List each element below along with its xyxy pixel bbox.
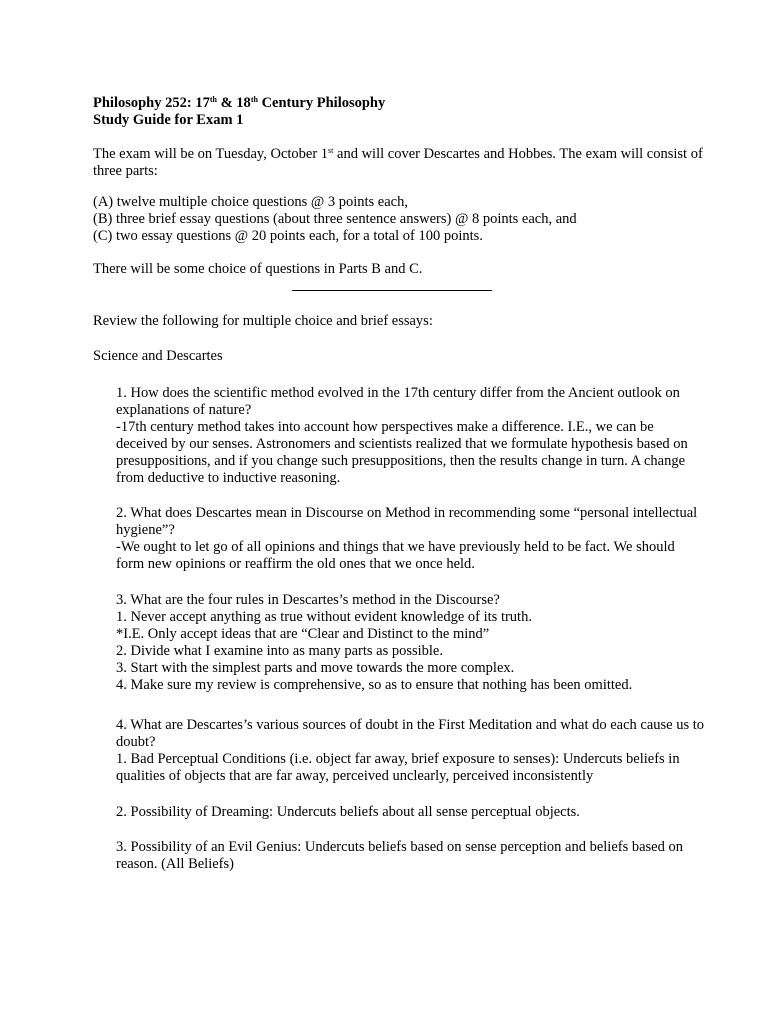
title-superscript: th <box>209 95 217 104</box>
question-text: 4. What are Descartes’s various sources of doubt in the First Meditation and what do each cause us to doubt? <box>116 717 705 750</box>
rule-item: 2. Divide what I examine into as many parts as possible. <box>116 643 443 659</box>
exam-part: (A) twelve multiple choice questions @ 3 points each, <box>93 194 408 210</box>
date-superscript: st <box>328 146 334 155</box>
rule-item: 3. Start with the simplest parts and move towards the more complex. <box>116 660 515 676</box>
question-3 <box>116 592 706 694</box>
question-text: 1. How does the scientific method evolved in the 17th century differ from the Ancient outlook on explanations of nature? <box>116 385 680 418</box>
rule-item: *I.E. Only accept ideas that are “Clear and Distinct to the mind” <box>116 626 490 642</box>
horizontal-divider <box>292 290 492 291</box>
answer-text: -17th century method takes into account how perspectives make a difference. I.E., we can be deceived by our senses. Astronomers and scientists realized that we formulate hypothesis based on presuppositions, and if you change such presuppositions, then the results change in turn. A change from deductive to inductive reasoning. <box>116 419 688 486</box>
doubt-item-2: 2. Possibility of Dreaming: Undercuts beliefs about all sense perceptual objects. <box>116 804 580 820</box>
document-title <box>93 95 703 129</box>
title-text: Century Philosophy <box>257 95 386 111</box>
exam-part: (C) two essay questions @ 20 points each, for a total of 100 points. <box>93 228 483 244</box>
title-text: Philosophy 252: 17 <box>93 95 210 111</box>
question-1 <box>116 385 706 487</box>
title-superscript: th <box>250 95 258 104</box>
exam-scope-text: and will cover Descartes and Hobbes. The exam will consist of three parts: <box>93 146 703 179</box>
rule-item: 1. Never accept anything as true without evident knowledge of its truth. <box>116 609 532 625</box>
question-2 <box>116 505 706 573</box>
exam-parts-list <box>93 194 703 245</box>
section-heading: Science and Descartes <box>93 348 223 364</box>
answer-text: -We ought to let go of all opinions and things that we have previously held to be fact. We should form new opinions or reaffirm the old ones that we once held. <box>116 539 675 572</box>
title-text: & 18 <box>216 95 251 111</box>
rule-item: 4. Make sure my review is comprehensive, so as to ensure that nothing has been omitted. <box>116 677 633 693</box>
question-text: 3. What are the four rules in Descartes’s method in the Discourse? <box>116 592 500 608</box>
question-4 <box>116 717 706 785</box>
choice-note: There will be some choice of questions in Parts B and C. <box>93 261 423 277</box>
document-subtitle: Study Guide for Exam 1 <box>93 112 244 128</box>
question-text: 2. What does Descartes mean in Discourse on Method in recommending some “personal intellectual hygiene”? <box>116 505 698 538</box>
review-heading: Review the following for multiple choice and brief essays: <box>93 313 433 329</box>
doubt-item-3: 3. Possibility of an Evil Genius: Undercuts beliefs based on sense perception and beliefs based on reason. (All Beliefs) <box>116 839 683 872</box>
exam-date-text: The exam will be on Tuesday, October 1 <box>93 146 329 162</box>
exam-part: (B) three brief essay questions (about three sentence answers) @ 8 points each, and <box>93 211 577 227</box>
exam-description <box>93 146 703 180</box>
doubt-item: 1. Bad Perceptual Conditions (i.e. object far away, brief exposure to senses): Undercuts beliefs in qualities of objects that are far away, perceived unclearly, perceived inconsistently <box>116 751 680 784</box>
